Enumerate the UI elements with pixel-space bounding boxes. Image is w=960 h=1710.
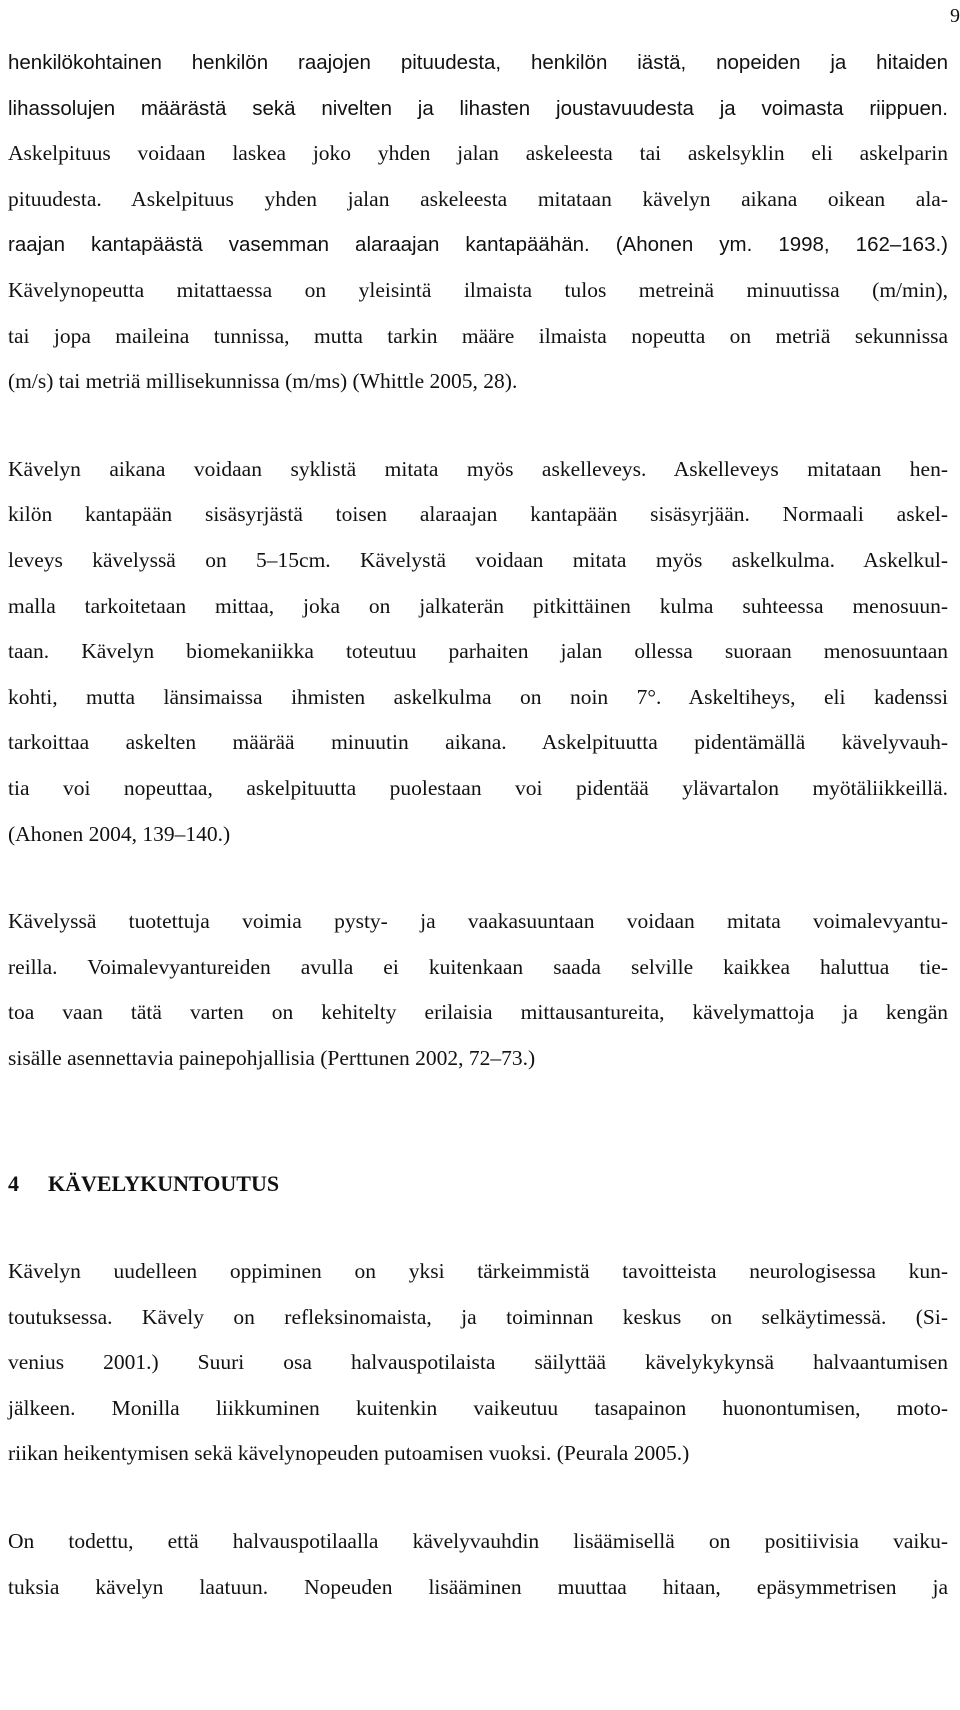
text-line: henkilökohtainen henkilön raajojen pituudesta, henkilön iästä, nopeiden ja hitaiden (8, 51, 948, 74)
section-heading (8, 1161, 948, 1207)
paragraph-gap (8, 1477, 948, 1519)
text-line: taan. Kävelyn biomekaniikka toteutuu parhaiten jalan ollessa suoraan menosuuntaan (8, 639, 948, 664)
text-line: raajan kantapäästä vasemman alaraajan kantapäähän. (Ahonen ym. 1998, 162–163.) (8, 233, 948, 257)
page-number: 9 (950, 5, 960, 27)
text-line: (Ahonen 2004, 139–140.) (8, 821, 231, 846)
text-line: pituudesta. Askelpituus yhden jalan askeleesta mitataan kävelyn aikana oikean ala- (8, 186, 948, 211)
paragraph (8, 1249, 948, 1477)
text-line: Kävelyn aikana voidaan syklistä mitata myös askelleveys. Askelleveys mitataan hen- (8, 456, 948, 481)
text-line: lihassolujen määrästä sekä nivelten ja lihasten joustavuudesta ja voimasta riippuen. (8, 96, 948, 120)
text-line: tai jopa maileina tunnissa, mutta tarkin määre ilmaista nopeutta on metriä sekunnissa (8, 323, 948, 348)
section-title: KÄVELYKUNTOUTUS (48, 1171, 280, 1197)
paragraph-gap (8, 857, 948, 899)
text-line: Kävelyn uudelleen oppiminen on yksi tärkeimmistä tavoitteista neurologisessa kun- (8, 1259, 948, 1284)
text-line: On todettu, että halvauspotilaalla kävelyvauhdin lisäämisellä on positiivisia vaiku- (8, 1529, 948, 1554)
text-line: tia voi nopeuttaa, askelpituutta puolestaan voi pidentää ylävartalon myötäliikkeillä. (8, 775, 948, 800)
section-gap (8, 1081, 948, 1161)
paragraph-gap (8, 1207, 948, 1249)
text-line: kilön kantapään sisäsyrjästä toisen alaraajan kantapään sisäsyrjään. Normaali askel- (8, 502, 948, 527)
paragraph (8, 1519, 948, 1610)
text-line: kohti, mutta länsimaissa ihmisten askelkulma on noin 7°. Askeltiheys, eli kadenssi (8, 684, 948, 709)
text-line: sisälle asennettavia painepohjallisia (Perttunen 2002, 72–73.) (8, 1045, 536, 1070)
text-line: riikan heikentymisen sekä kävelynopeuden putoamisen vuoksi. (Peurala 2005.) (8, 1441, 690, 1466)
text-line: Kävelynopeutta mitattaessa on yleisintä ilmaista tulos metreinä minuutissa (m/min), (8, 277, 948, 302)
section-number: 4 (8, 1171, 19, 1197)
text-line: leveys kävelyssä on 5–15cm. Kävelystä voidaan mitata myös askelkulma. Askelkul- (8, 547, 948, 572)
text-line: reilla. Voimalevyantureiden avulla ei kuitenkaan saada selville kaikkea haluttua tie- (8, 954, 948, 979)
paragraph-gap (8, 405, 948, 447)
paragraph (8, 899, 948, 1081)
text-line: Askelpituus voidaan laskea joko yhden jalan askeleesta tai askelsyklin eli askelparin (8, 141, 948, 166)
text-line: toutuksessa. Kävely on refleksinomaista, ja toiminnan keskus on selkäytimessä. (Si- (8, 1304, 948, 1329)
document-body (8, 40, 948, 1610)
text-line: tuksia kävelyn laatuun. Nopeuden lisääminen muuttaa hitaan, epäsymmetrisen ja (8, 1574, 948, 1599)
paragraph (8, 447, 948, 857)
text-line: jälkeen. Monilla liikkuminen kuitenkin vaikeutuu tasapainon huonontumisen, moto- (8, 1395, 948, 1420)
text-line: venius 2001.) Suuri osa halvauspotilaista säilyttää kävelykykynsä halvaantumisen (8, 1350, 948, 1375)
text-line: toa vaan tätä varten on kehitelty erilaisia mittausantureita, kävelymattoja ja kengän (8, 1000, 948, 1025)
text-line: malla tarkoitetaan mittaa, joka on jalkaterän pitkittäinen kulma suhteessa menosuun- (8, 593, 948, 618)
text-line: tarkoittaa askelten määrää minuutin aikana. Askelpituutta pidentämällä kävelyvauh- (8, 730, 948, 755)
text-line: (m/s) tai metriä millisekunnissa (m/ms) (Whittle 2005, 28). (8, 369, 518, 394)
paragraph (8, 40, 948, 405)
text-line: Kävelyssä tuotettuja voimia pysty- ja vaakasuuntaan voidaan mitata voimalevyantu- (8, 909, 948, 934)
